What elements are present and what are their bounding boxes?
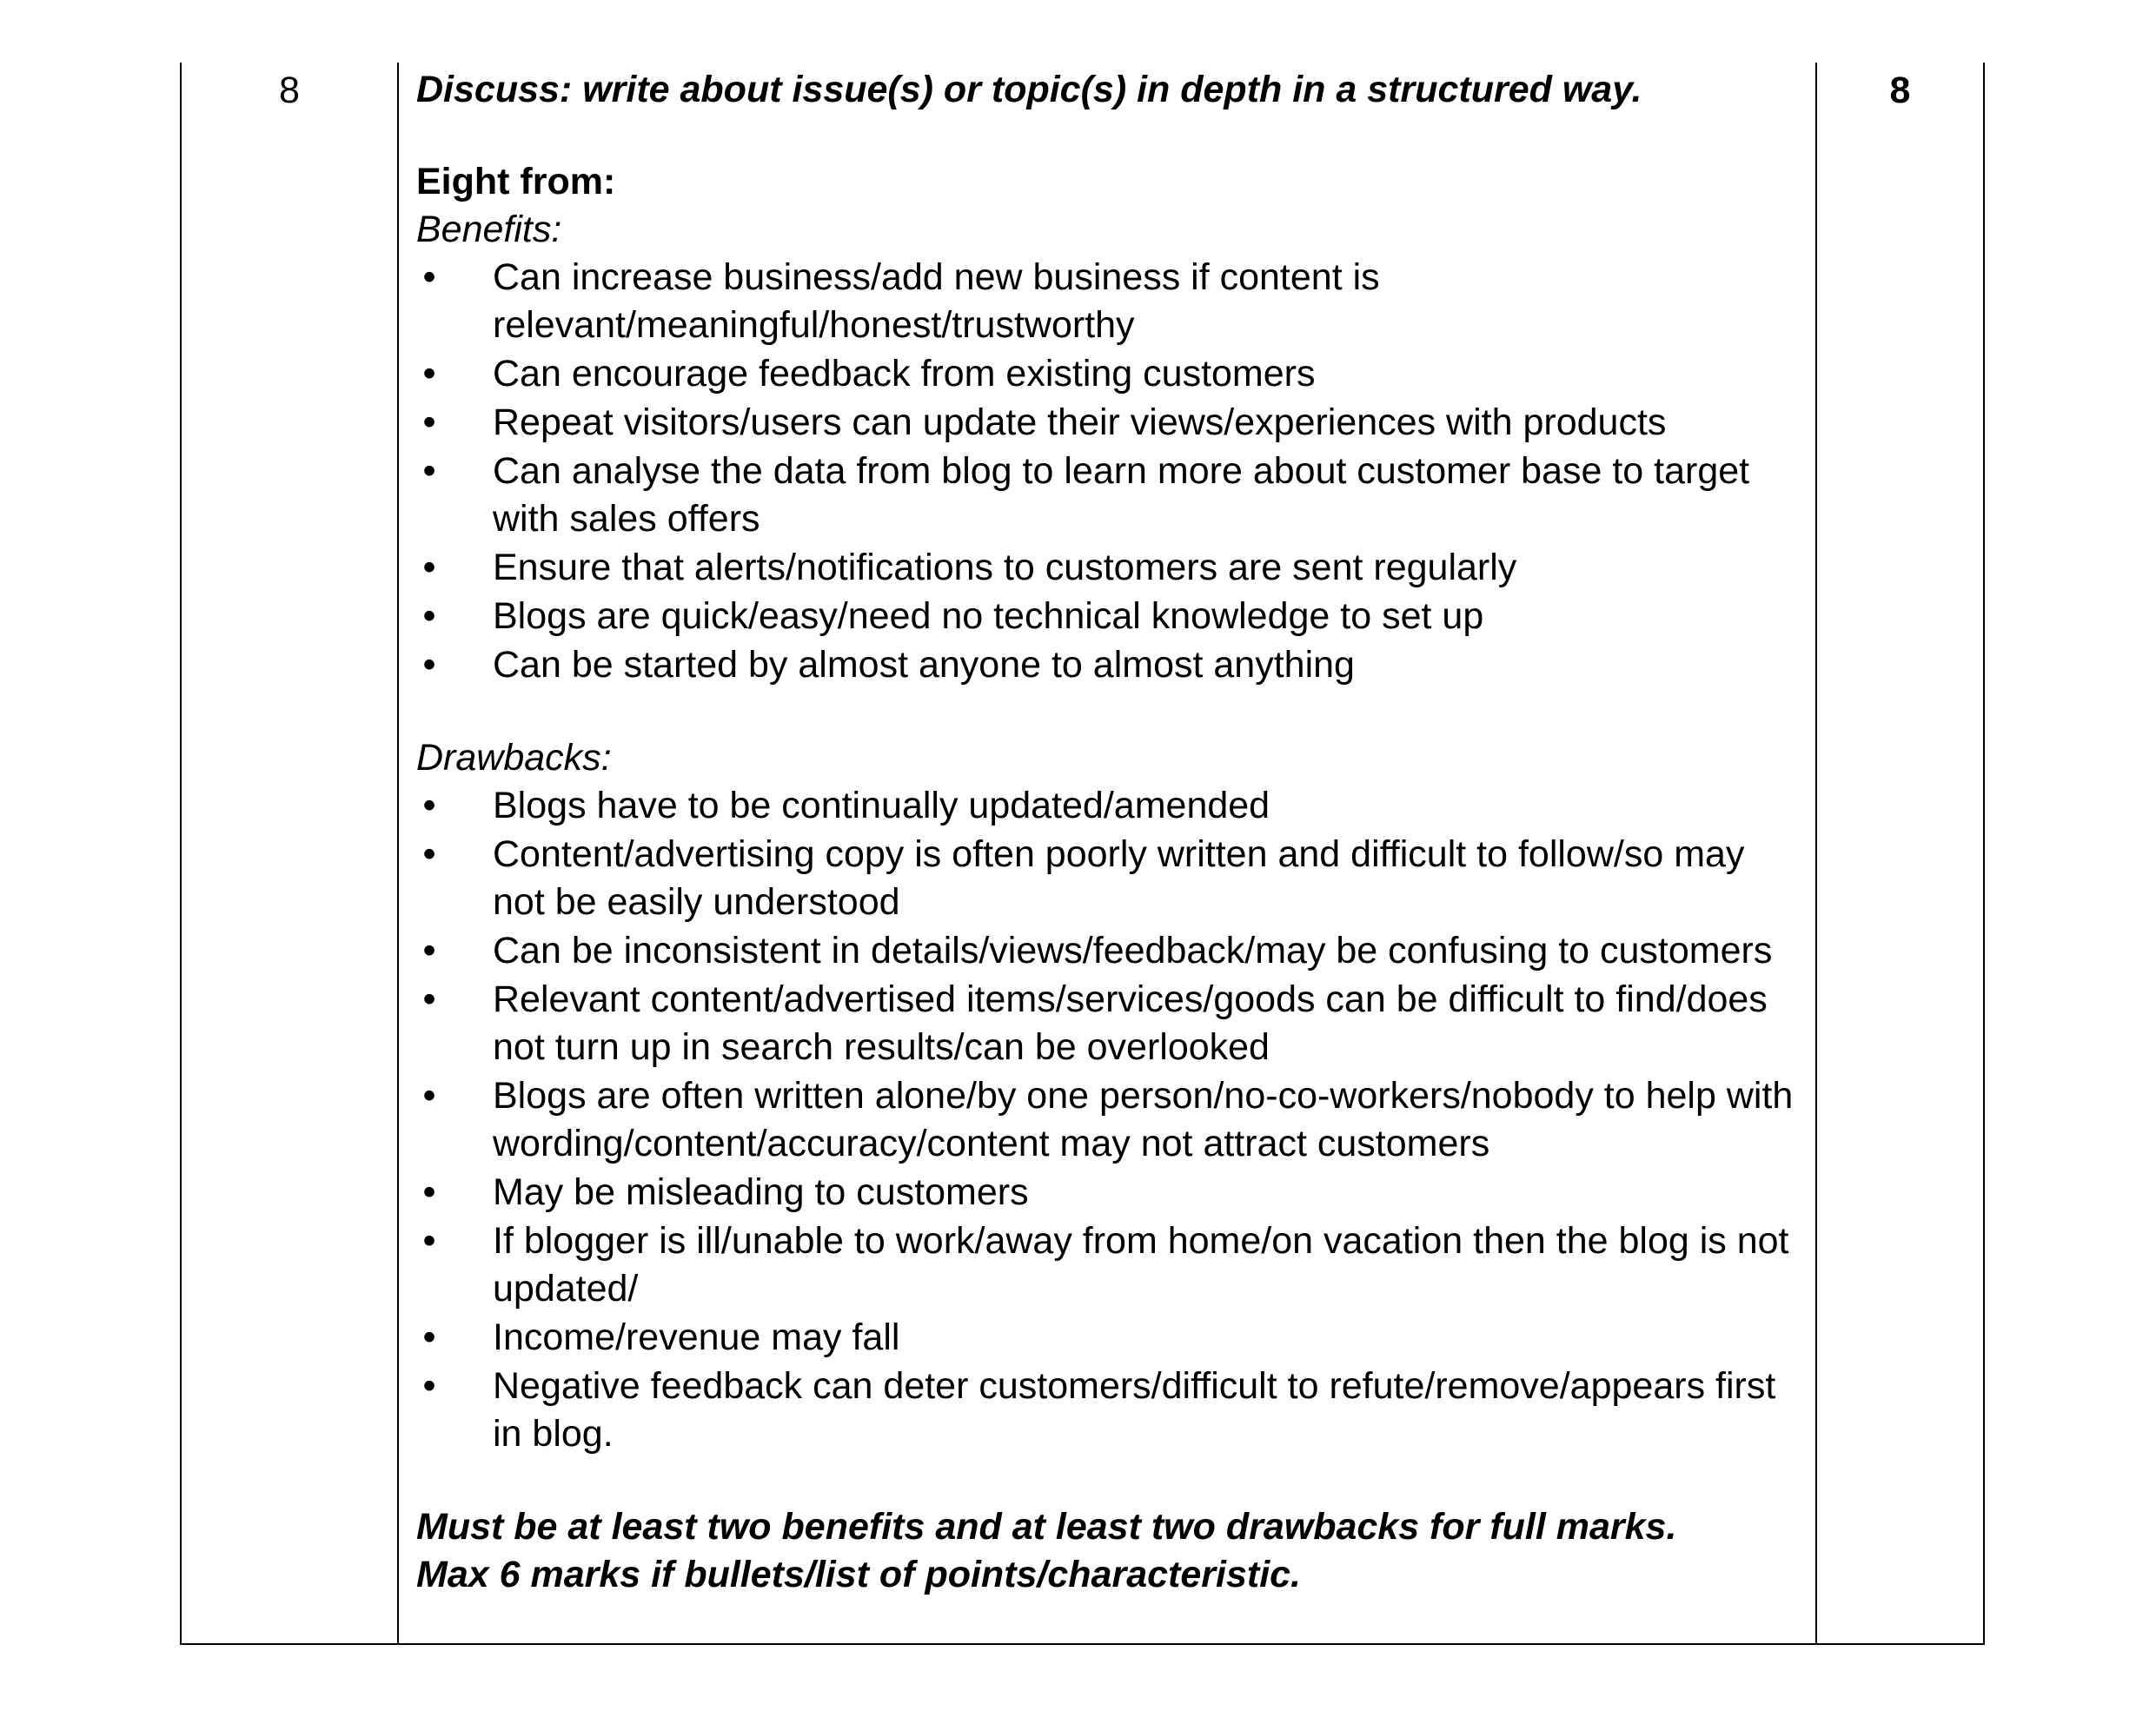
bullet-icon: •	[422, 401, 436, 443]
list-item: • Blogs have to be continually updated/amended	[416, 782, 1807, 830]
bullet-icon: •	[422, 353, 436, 395]
benefits-heading: Benefits:	[416, 209, 562, 250]
list-item: • If blogger is ill/unable to work/away from home/on vacation then the blog is not updated/	[416, 1217, 1807, 1313]
column-divider	[1815, 63, 1817, 1643]
bullet-icon: •	[422, 1220, 436, 1262]
list-item: • Negative feedback can deter customers/difficult to refute/remove/appears first in blog.	[416, 1363, 1807, 1458]
mark-scheme-table	[180, 63, 1985, 1645]
marks-value: 8	[1889, 70, 1911, 111]
list-item: • Can analyse the data from blog to learn more about customer base to target with sales offers	[416, 448, 1807, 543]
bullet-icon: •	[422, 256, 436, 298]
list-item: • Blogs are often written alone/by one person/no-co-workers/nobody to help with wording/content/accuracy/content may not attract customers	[416, 1072, 1807, 1168]
list-item: • Relevant content/advertised items/services/goods can be difficult to find/does not turn up in search results/can be overlooked	[416, 976, 1807, 1071]
drawbacks-list	[416, 782, 1807, 1458]
bullet-icon: •	[422, 930, 436, 972]
bullet-icon: •	[422, 1075, 436, 1117]
list-item: • Repeat visitors/users can update their views/experiences with products	[416, 399, 1807, 447]
bullet-icon: •	[422, 595, 436, 637]
question-number: 8	[279, 70, 300, 111]
bullet-icon: •	[422, 1316, 436, 1358]
list-item: • May be misleading to customers	[416, 1169, 1807, 1217]
list-item: • Can increase business/add new business if content is relevant/meaningful/honest/trustworthy	[416, 254, 1807, 349]
list-item: • Content/advertising copy is often poorly written and difficult to follow/so may not be easily understood	[416, 831, 1807, 926]
list-item: • Can be started by almost anyone to almost anything	[416, 641, 1807, 689]
bullet-icon: •	[422, 1365, 436, 1407]
bullet-icon: •	[422, 1171, 436, 1213]
intro-text: Eight from:	[416, 161, 616, 202]
list-item: • Income/revenue may fall	[416, 1314, 1807, 1362]
bullet-icon: •	[422, 644, 436, 686]
instruction-text: Discuss: write about issue(s) or topic(s) in depth in a structured way.	[416, 69, 1642, 110]
drawbacks-heading: Drawbacks:	[416, 737, 612, 779]
bullet-icon: •	[422, 450, 436, 492]
bullet-icon: •	[422, 833, 436, 875]
list-item: • Ensure that alerts/notifications to customers are sent regularly	[416, 544, 1807, 592]
bullet-icon: •	[422, 785, 436, 826]
note-text: Must be at least two benefits and at least two drawbacks for full marks.	[416, 1506, 1677, 1548]
column-divider	[397, 63, 399, 1643]
bullet-icon: •	[422, 547, 436, 588]
list-item: • Blogs are quick/easy/need no technical knowledge to set up	[416, 593, 1807, 640]
answer-cell	[416, 66, 1807, 1599]
benefits-list	[416, 254, 1807, 689]
list-item: • Can be inconsistent in details/views/feedback/may be confusing to customers	[416, 927, 1807, 975]
note-text: Max 6 marks if bullets/list of points/characteristic.	[416, 1554, 1301, 1595]
list-item: • Can encourage feedback from existing customers	[416, 350, 1807, 398]
bullet-icon: •	[422, 978, 436, 1020]
